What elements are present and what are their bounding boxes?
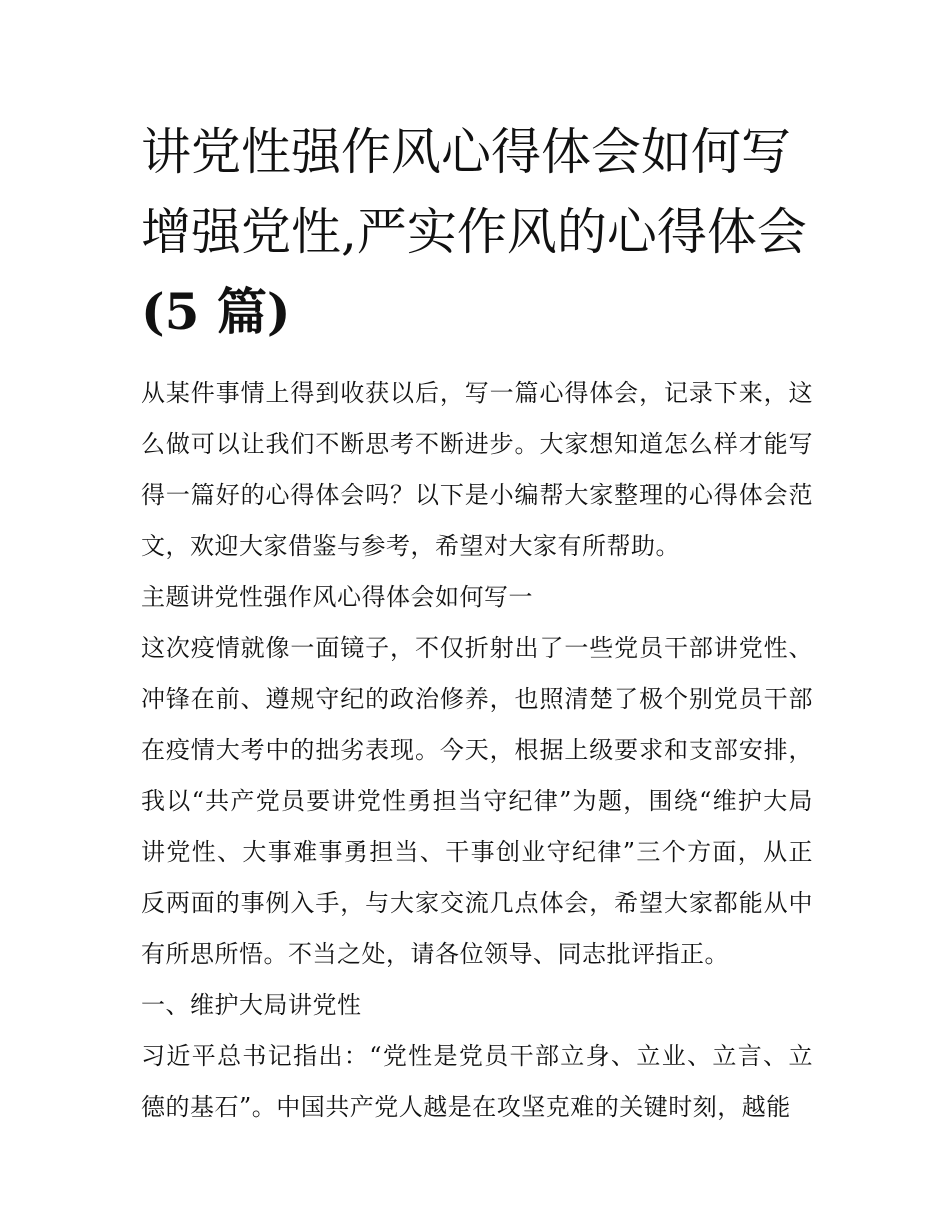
subheading: 一、维护大局讲党性 — [141, 991, 362, 1019]
last-paragraph: 习近平总书记指出：“党性是党员干部立身、立业、立言、立德的基石”。中国共产党人越是在攻坚克难的关键时刻，越能 — [141, 1042, 813, 1121]
body-paragraph: 这次疫情就像一面镜子，不仅折射出了一些党员干部讲党性、冲锋在前、遵规守纪的政治修养，也照清楚了极个别党员干部在疫情大考中的拙劣表现。今天，根据上级要求和支部安排，我以“共产党员要讲党性勇担当守纪律”为题，围绕“维护大局讲党性、大事难事勇担当、干事创业守纪律”三个方面，从正反两面的事例入手，与大家交流几点体会，希望大家都能从中有所思所悟。不当之处，请各位领导、同志批评指正。 — [141, 634, 813, 968]
document-page — [141, 112, 813, 1133]
document-body — [141, 368, 813, 1133]
title-line-2: 增强党性,严实作风的心得体会 — [141, 203, 807, 261]
document-title — [141, 112, 813, 352]
section-title: 主题讲党性强作风心得体会如何写一 — [141, 583, 533, 611]
title-line-1: 讲党性强作风心得体会如何写 — [141, 123, 791, 181]
intro-paragraph: 从某件事情上得到收获以后，写一篇心得体会，记录下来，这么做可以让我们不断思考不断进步。大家想知道怎么样才能写得一篇好的心得体会吗？以下是小编帮大家整理的心得体会范文，欢迎大家借鉴与参考，希望对大家有所帮助。 — [141, 379, 813, 560]
title-line-3: (5 篇) — [141, 282, 291, 341]
